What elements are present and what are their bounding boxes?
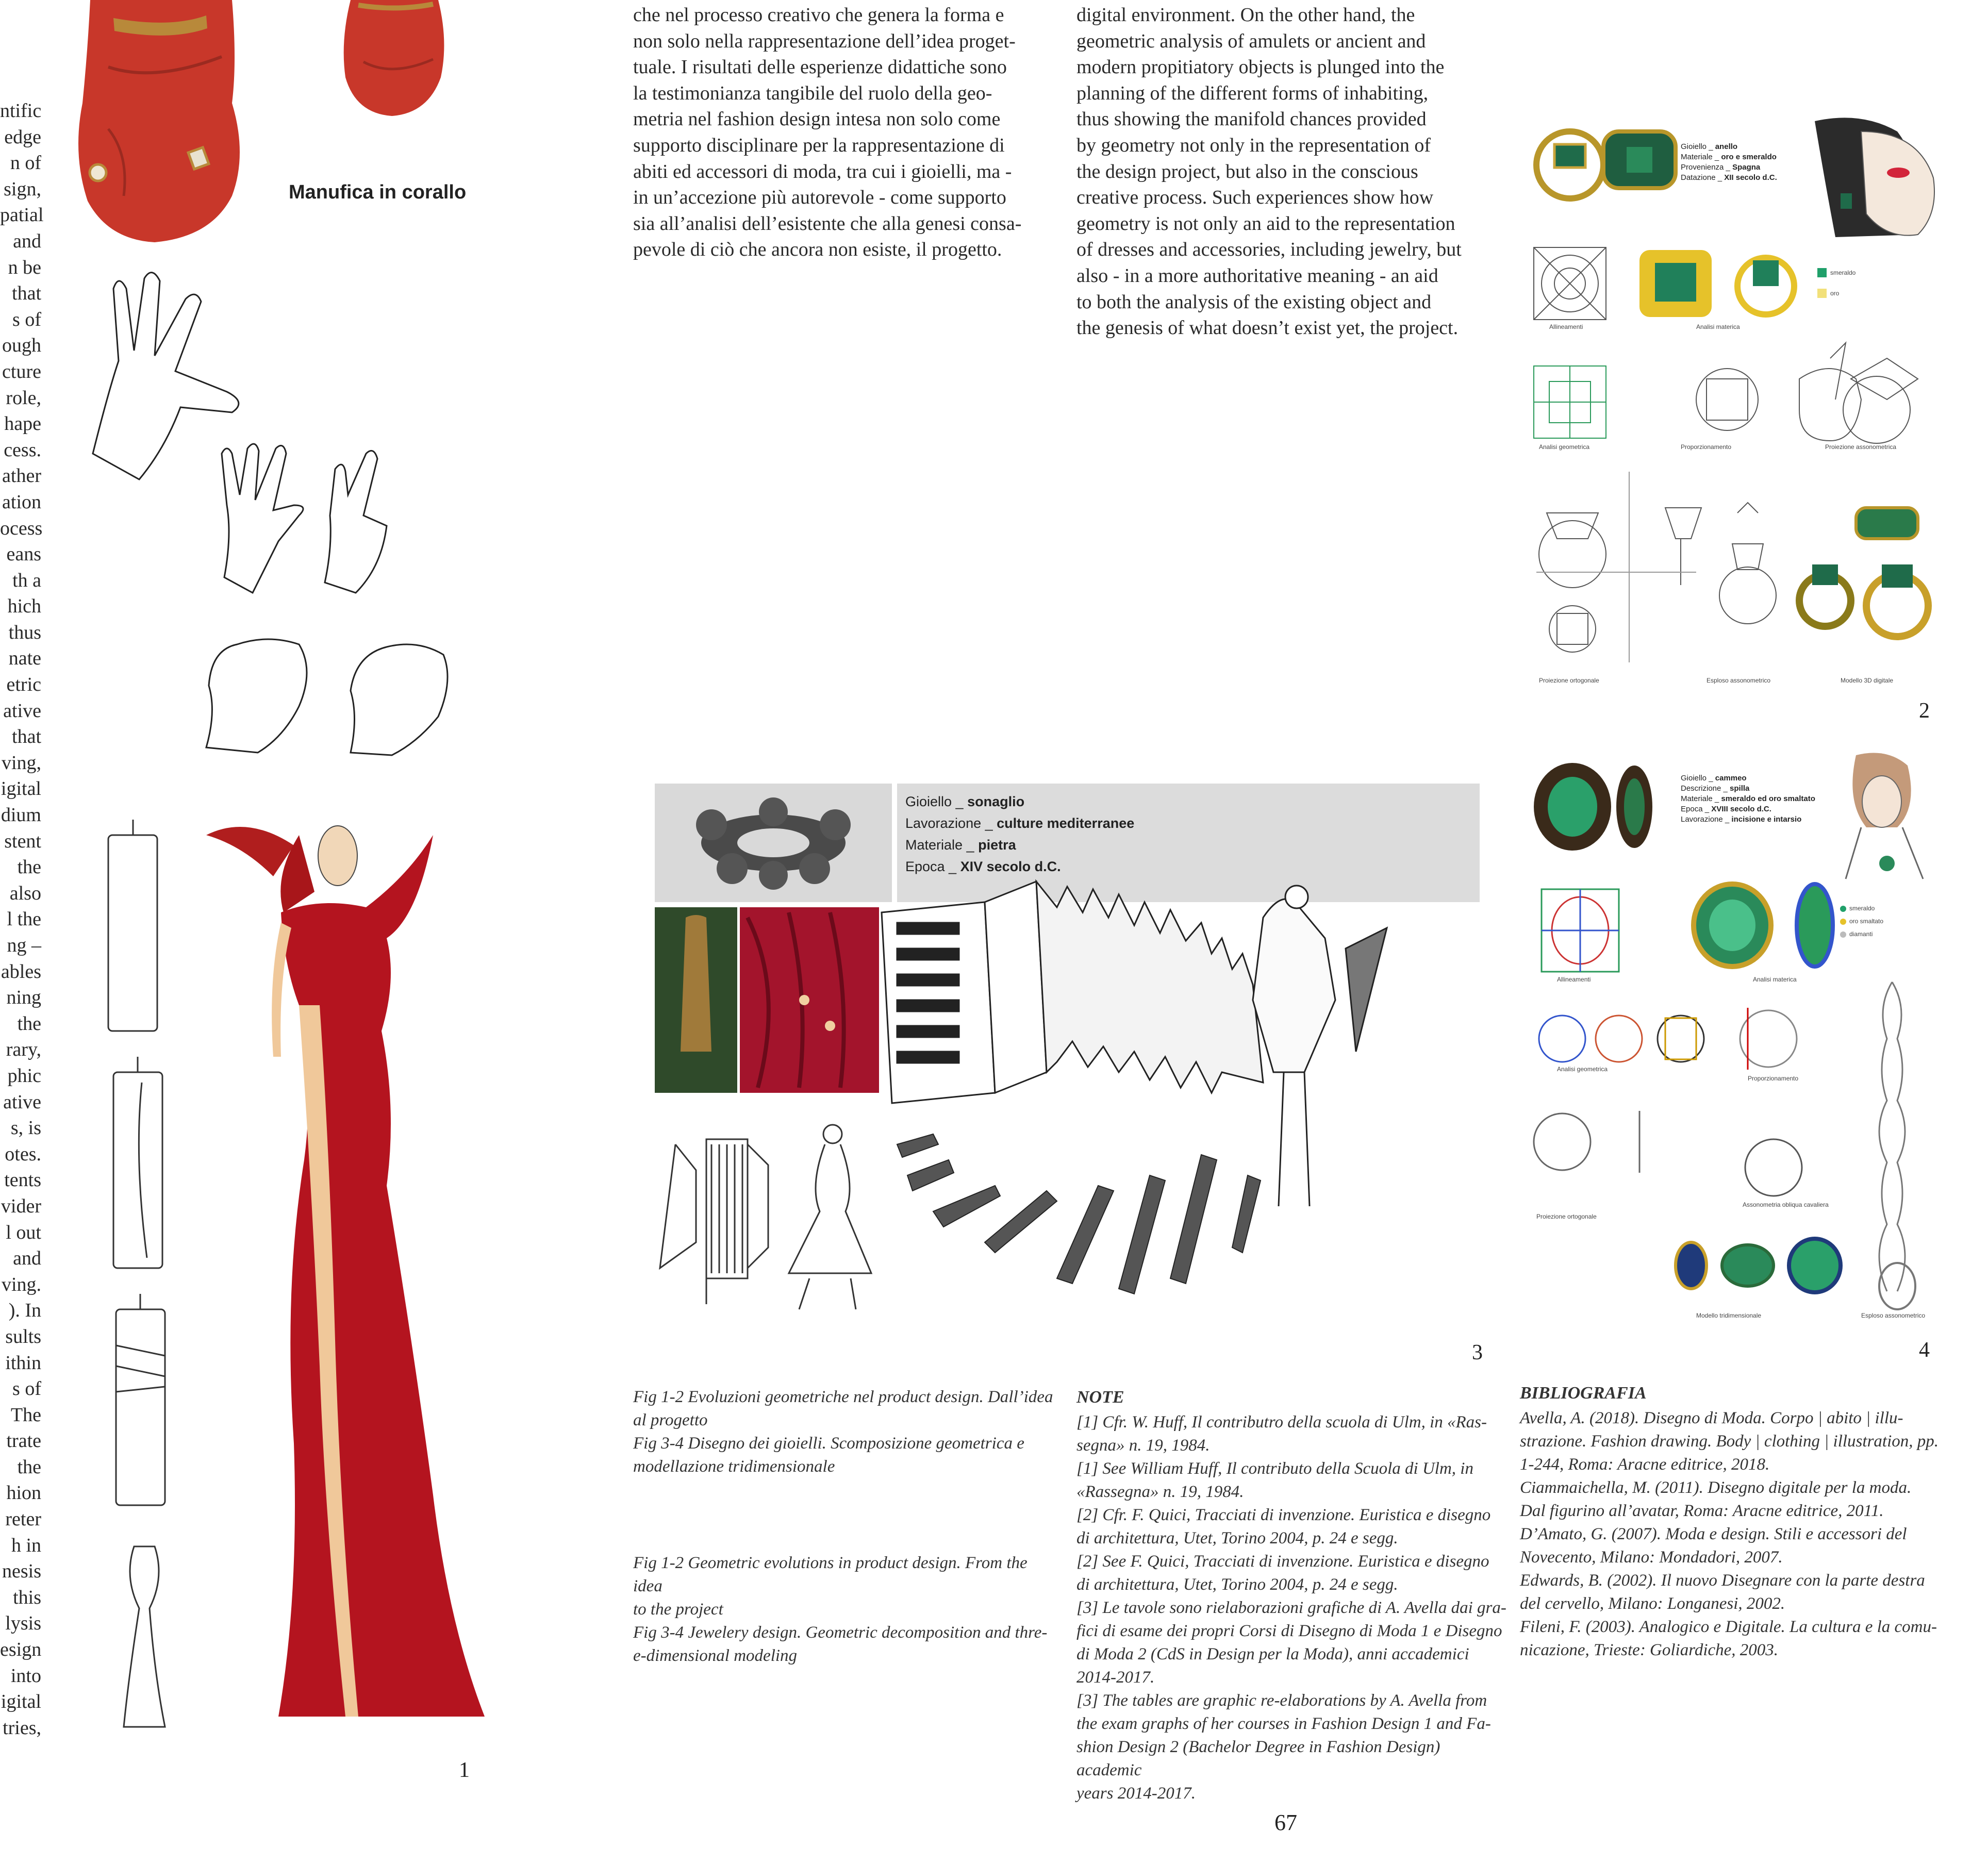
figure-3	[655, 784, 1480, 1320]
english-text-line: digital environment. On the other hand, the	[1076, 4, 1415, 26]
left-text-line: ). In	[8, 1300, 41, 1322]
left-text-line: reter	[5, 1508, 41, 1530]
label-analisi-geometrica: Analisi geometrica	[1539, 443, 1590, 451]
note-line: «Rassegna» n. 19, 1984.	[1076, 1483, 1244, 1501]
left-text-line: the	[17, 1456, 41, 1478]
left-text-line: nate	[8, 647, 41, 670]
left-text-line: n of	[10, 152, 41, 174]
italian-text-line: abiti ed accessori di moda, tra cui i gioielli, ma -	[633, 160, 1012, 182]
label-proiezione-assonometrica: Proiezione assonometrica	[1825, 443, 1897, 451]
notes-section	[1076, 1386, 1510, 1805]
pleat-shards	[897, 1134, 1261, 1294]
left-text-line: trate	[6, 1430, 41, 1452]
left-text-line: dium	[1, 804, 41, 826]
left-text-line: lysis	[5, 1612, 41, 1635]
info-row	[1681, 173, 1777, 183]
info-value: incisione e intarsio	[1731, 815, 1802, 824]
left-text-line: esign	[0, 1639, 42, 1661]
left-text-line: l out	[6, 1221, 41, 1243]
left-text-line: ough	[2, 335, 41, 357]
ring-photo	[1536, 131, 1676, 198]
english-text-line: geometry is not only an aid to the representation	[1076, 212, 1455, 235]
label-analisi-materica: Analisi materica	[1753, 976, 1797, 983]
english-text-line: planning of the different forms of inhabiting,	[1076, 82, 1429, 104]
figure-2-number: 2	[1919, 699, 1930, 723]
caption-english	[633, 1552, 1056, 1668]
english-text-line: also - in a more authoritative meaning - an aid	[1076, 264, 1438, 287]
left-text-line: th a	[12, 569, 41, 591]
note-line: fici di esame dei propri Corsi di Disegno di Moda 1 e Disegno	[1076, 1622, 1502, 1640]
dress-sketches	[660, 1125, 871, 1309]
accordion-sketch	[882, 881, 1387, 1206]
italian-text-line: la testimonianza tangibile del ruolo della geo-	[633, 82, 992, 104]
left-text-line: n be	[8, 256, 41, 278]
bibliography-line: Fileni, F. (2003). Analogico e Digitale. La cultura e la comu-	[1520, 1618, 1937, 1636]
info-key: Gioiello _	[1681, 774, 1713, 783]
left-text-line: ation	[2, 491, 41, 513]
left-text-line: ng –	[7, 935, 41, 956]
left-text-line: ables	[1, 960, 41, 983]
left-text-line: and	[13, 230, 41, 252]
info-row	[1681, 142, 1777, 152]
left-text-line: s of	[12, 1378, 41, 1400]
label-allineamenti: Allineamenti	[1557, 976, 1591, 983]
left-text-line: cture	[2, 360, 41, 382]
italian-text-line: tuale. I risultati delle esperienze didattiche sono	[633, 56, 1007, 78]
left-text-line: rary,	[6, 1039, 41, 1061]
figure-3-info	[905, 791, 1134, 877]
info-row	[905, 834, 1134, 856]
info-row	[1681, 804, 1815, 814]
info-value: cammeo	[1715, 774, 1747, 783]
cameo-photo	[1534, 763, 1652, 851]
left-text-line: the	[17, 856, 41, 878]
info-row	[1681, 162, 1777, 173]
left-text-line: tents	[4, 1169, 41, 1191]
bottle-sketches	[108, 820, 165, 1727]
info-value: anello	[1715, 142, 1738, 151]
bibliography-line: Edwards, B. (2002). Il nuovo Disegnare con la parte destra	[1520, 1571, 1925, 1590]
info-key: Lavorazione _	[1681, 815, 1730, 824]
note-line: [3] The tables are graphic re-elaborations by A. Avella from	[1076, 1691, 1487, 1710]
figure-4	[1526, 750, 1939, 1333]
info-key: Lavorazione _	[905, 816, 993, 831]
info-value: sonaglio	[967, 794, 1025, 809]
material-analysis	[1694, 884, 1846, 967]
left-text-line: the	[17, 1012, 41, 1035]
bibliography-line: nicazione, Trieste: Goliardiche, 2003.	[1520, 1641, 1779, 1659]
info-value: pietra	[978, 837, 1016, 853]
note-line: [1] Cfr. W. Huff, Il contributro della scuola di Ulm, in «Ras-	[1076, 1413, 1487, 1432]
label-analisi-materica: Analisi materica	[1696, 323, 1740, 330]
figure-1-label: Manufica in corallo	[289, 181, 467, 203]
info-key: Materiale _	[1681, 794, 1719, 803]
left-text-line: eans	[6, 543, 41, 565]
caption-line: al progetto	[633, 1411, 708, 1429]
caption-italian	[633, 1386, 1056, 1478]
info-row	[1681, 784, 1815, 794]
left-text-line: ving,	[1, 752, 41, 774]
bibliography-line: del cervello, Milano: Longanesi, 2002.	[1520, 1594, 1785, 1613]
caption-line: to the project	[633, 1600, 723, 1619]
italian-text-line: che nel processo creativo che genera la forma e	[633, 4, 1004, 26]
english-text-line: of dresses and accessories, including jewelry, but	[1076, 239, 1462, 261]
left-text-line: etric	[6, 674, 41, 696]
italian-text-line: in un’accezione più autorevole - come supporto	[633, 187, 1006, 209]
notes-heading: NOTE	[1076, 1388, 1124, 1407]
portrait-sketch	[1846, 753, 1923, 879]
info-row	[1681, 152, 1777, 162]
left-text-line: ithin	[5, 1352, 41, 1374]
label-modello-3d: Modello 3D digitale	[1841, 677, 1894, 684]
english-text-line: modern propitiatory objects is plunged into the	[1076, 56, 1445, 78]
material-analysis	[1639, 250, 1827, 317]
english-text-line: the genesis of what doesn’t exist yet, the project.	[1076, 317, 1459, 339]
info-key: Materiale _	[905, 837, 974, 853]
left-text-line: stent	[4, 830, 41, 852]
figure-2-illustration	[1526, 111, 1939, 693]
figure-3-number: 3	[1472, 1341, 1483, 1364]
bibliography-line: 1-244, Roma: Aracne editrice, 2018.	[1520, 1455, 1770, 1474]
info-key: Epoca _	[1681, 805, 1710, 813]
label-proiezione-ortogonale: Proiezione ortogonale	[1539, 677, 1599, 684]
bibliography-line: Avella, A. (2018). Disegno di Moda. Corpo | abito | illu-	[1520, 1409, 1903, 1427]
label-esploso-assonometrico: Esploso assonometrico	[1707, 677, 1771, 684]
figure-1	[77, 0, 490, 1804]
figure-2-legend-oro: oro	[1830, 290, 1840, 297]
left-text-line: cess.	[4, 439, 41, 461]
left-text-line: vider	[1, 1195, 41, 1217]
info-value: XII secolo d.C.	[1724, 173, 1777, 182]
note-line: di architettura, Utet, Torino 2004, p. 24 e segg.	[1076, 1529, 1398, 1547]
info-key: Gioiello _	[1681, 142, 1713, 151]
note-line: shion Design 2 (Bachelor Degree in Fashion Design) academic	[1076, 1738, 1440, 1779]
note-line: years 2014-2017.	[1076, 1784, 1196, 1803]
figure-4-illustration	[1526, 750, 1939, 1333]
left-text-line: l the	[7, 908, 41, 930]
left-text-line: hich	[7, 595, 41, 618]
page-number: 67	[1274, 1810, 1297, 1835]
info-key: Epoca _	[905, 859, 957, 874]
italian-text-line: non solo nella rappresentazione dell’idea proget-	[633, 30, 1016, 52]
left-text-line: edge	[4, 126, 41, 148]
left-text-line: s, is	[10, 1117, 41, 1139]
figure-4-number: 4	[1919, 1338, 1930, 1362]
coral-hand-right	[344, 0, 444, 116]
left-text-fragment	[0, 98, 44, 1741]
3d-model-rings	[1799, 508, 1928, 637]
info-key: Datazione _	[1681, 173, 1722, 182]
note-line: 2014-2017.	[1076, 1668, 1155, 1687]
info-row	[1681, 794, 1815, 804]
figure-2-legend-smeraldo: smeraldo	[1830, 269, 1856, 276]
figure-2	[1526, 111, 1939, 693]
italian-text-line: metria nel fashion design intesa non solo come	[633, 108, 1001, 130]
info-row	[1681, 814, 1815, 825]
caption-line: modellazione tridimensionale	[633, 1457, 835, 1476]
english-text-line: thus showing the manifold chances provided	[1076, 108, 1427, 130]
left-text-line: hion	[6, 1482, 41, 1504]
italian-text-line: supporto disciplinare per la rappresentazione di	[633, 134, 1005, 156]
left-text-line: this	[13, 1586, 41, 1608]
figure-4-legend-smeraldo: smeraldo	[1849, 905, 1875, 912]
english-text-column	[1076, 2, 1497, 341]
note-line: di Moda 2 (CdS in Design per la Moda), anni accademici	[1076, 1645, 1469, 1663]
red-dress-figure	[206, 826, 485, 1717]
left-text-line: The	[10, 1404, 41, 1426]
info-key: Materiale _	[1681, 153, 1719, 161]
moodboard-photos	[655, 907, 879, 1093]
left-text-line: tries,	[3, 1717, 41, 1739]
left-text-line: patial	[0, 204, 44, 226]
left-text-line: otes.	[5, 1143, 41, 1165]
figure-1-number: 1	[459, 1758, 470, 1782]
left-text-line: phic	[7, 1064, 41, 1087]
info-value: Spagna	[1732, 163, 1761, 172]
bibliography-line: D’Amato, G. (2007). Moda e design. Stili e accessori del	[1520, 1525, 1907, 1543]
label-modello: Modello tridimensionale	[1696, 1312, 1762, 1319]
caption-line: e-dimensional modeling	[633, 1646, 798, 1665]
info-row	[905, 856, 1134, 877]
figure-2-info	[1681, 142, 1777, 183]
caption-line: Fig 1-2 Evoluzioni geometriche nel product design. Dall’idea	[633, 1388, 1053, 1406]
english-text-line: to both the analysis of the existing object and	[1076, 291, 1432, 313]
left-text-line: sults	[5, 1325, 41, 1347]
note-line: [2] See F. Quici, Tracciati di invenzione. Euristica e disegno	[1076, 1552, 1489, 1571]
left-text-line: ative	[3, 700, 41, 722]
figure-4-info	[1681, 773, 1815, 825]
info-key: Provenienza _	[1681, 163, 1730, 172]
label-analisi-geometrica: Analisi geometrica	[1557, 1066, 1608, 1073]
info-value: XVIII secolo d.C.	[1711, 805, 1771, 813]
left-text-line: ather	[2, 465, 41, 487]
italian-text-line: sia all’analisi dell’esistente che alla genesi consa-	[633, 212, 1022, 235]
info-value: oro e smeraldo	[1721, 153, 1777, 161]
english-text-line: by geometry not only in the representation of	[1076, 134, 1431, 156]
label-proiezione-ortogonale: Proiezione ortogonale	[1536, 1213, 1597, 1220]
label-esploso: Esploso assonometrico	[1861, 1312, 1926, 1319]
italian-text-column	[633, 2, 1053, 263]
left-text-line: that	[12, 282, 41, 305]
figure-4-legend-diamanti: diamanti	[1849, 930, 1873, 938]
info-row	[1681, 773, 1815, 784]
bibliography-heading: BIBLIOGRAFIA	[1520, 1384, 1647, 1403]
label-proporzionamento: Proporzionamento	[1681, 443, 1732, 451]
analysis-drawings	[1534, 247, 1918, 662]
bibliography-line: Dal figurino all’avatar, Roma: Aracne editrice, 2011.	[1520, 1502, 1884, 1520]
hand-sketches	[93, 273, 448, 755]
note-line: di architettura, Utet, Torino 2004, p. 24 e segg.	[1076, 1575, 1398, 1594]
left-text-line: s of	[12, 308, 41, 330]
bibliography-section	[1520, 1382, 1953, 1662]
label-assonometria: Assonometria obliqua cavaliera	[1743, 1201, 1829, 1208]
left-text-line: and	[13, 1247, 41, 1270]
note-line: [1] See William Huff, Il contributo della Scuola di Ulm, in	[1076, 1459, 1473, 1478]
left-text-line: ving.	[1, 1273, 41, 1295]
coral-hand-left	[78, 0, 240, 242]
info-row	[905, 791, 1134, 812]
info-value: XIV secolo d.C.	[960, 859, 1061, 874]
left-text-line: thus	[8, 621, 41, 643]
caption-line: Fig 3-4 Disegno dei gioielli. Scomposizione geometrica e	[633, 1434, 1024, 1453]
bibliography-line: Ciammaichella, M. (2011). Disegno digitale per la moda.	[1520, 1478, 1912, 1497]
left-text-line: ocess	[0, 517, 43, 539]
bibliography-line: Novecento, Milano: Mondadori, 2007.	[1520, 1548, 1783, 1567]
left-text-line: hape	[4, 413, 41, 435]
left-text-line: sign,	[4, 178, 41, 200]
bibliography-line: strazione. Fashion drawing. Body | clothing | illustration, pp.	[1520, 1432, 1939, 1451]
left-text-line: igital	[1, 1691, 41, 1713]
english-text-line: the design project, but also in the conscious	[1076, 160, 1418, 182]
figure-1-illustration	[77, 0, 490, 1773]
left-text-line: h in	[11, 1534, 41, 1556]
label-allineamenti: Allineamenti	[1549, 323, 1583, 330]
left-text-line: ning	[6, 987, 41, 1009]
info-key: Descrizione _	[1681, 784, 1728, 793]
info-row	[905, 812, 1134, 834]
left-text-line: nesis	[2, 1560, 41, 1583]
info-key: Gioiello _	[905, 794, 964, 809]
caption-line: Fig 1-2 Geometric evolutions in product design. From the idea	[633, 1554, 1028, 1595]
english-text-line: creative process. Such experiences show how	[1076, 187, 1434, 209]
note-line: segna» n. 19, 1984.	[1076, 1436, 1210, 1455]
left-text-line: ntific	[0, 100, 42, 122]
figure-4-legend-oro-smaltato: oro smaltato	[1849, 918, 1884, 925]
label-proporzionamento: Proporzionamento	[1748, 1075, 1799, 1082]
english-text-line: geometric analysis of amulets or ancient and	[1076, 30, 1426, 52]
left-text-line: into	[10, 1665, 41, 1687]
info-value: spilla	[1730, 784, 1750, 793]
note-line: [2] Cfr. F. Quici, Tracciati di invenzione. Euristica e disegno	[1076, 1506, 1491, 1524]
info-value: smeraldo ed oro smaltato	[1721, 794, 1815, 803]
left-text-line: role,	[6, 387, 41, 409]
italian-text-line: pevole di ciò che ancora non esiste, il progetto.	[633, 239, 1002, 261]
left-text-line: also	[9, 882, 41, 904]
note-line: the exam graphs of her courses in Fashion Design 1 and Fa-	[1076, 1715, 1491, 1733]
left-text-line: ative	[3, 1091, 41, 1113]
caption-line: Fig 3-4 Jewelery design. Geometric decomposition and thre-	[633, 1623, 1048, 1642]
note-line: [3] Le tavole sono rielaborazioni grafiche di A. Avella dai gra-	[1076, 1599, 1506, 1617]
info-value: culture mediterranee	[997, 816, 1135, 831]
left-text-line: that	[12, 726, 41, 748]
left-text-line: igital	[1, 778, 41, 800]
portrait-sketch	[1815, 118, 1934, 237]
